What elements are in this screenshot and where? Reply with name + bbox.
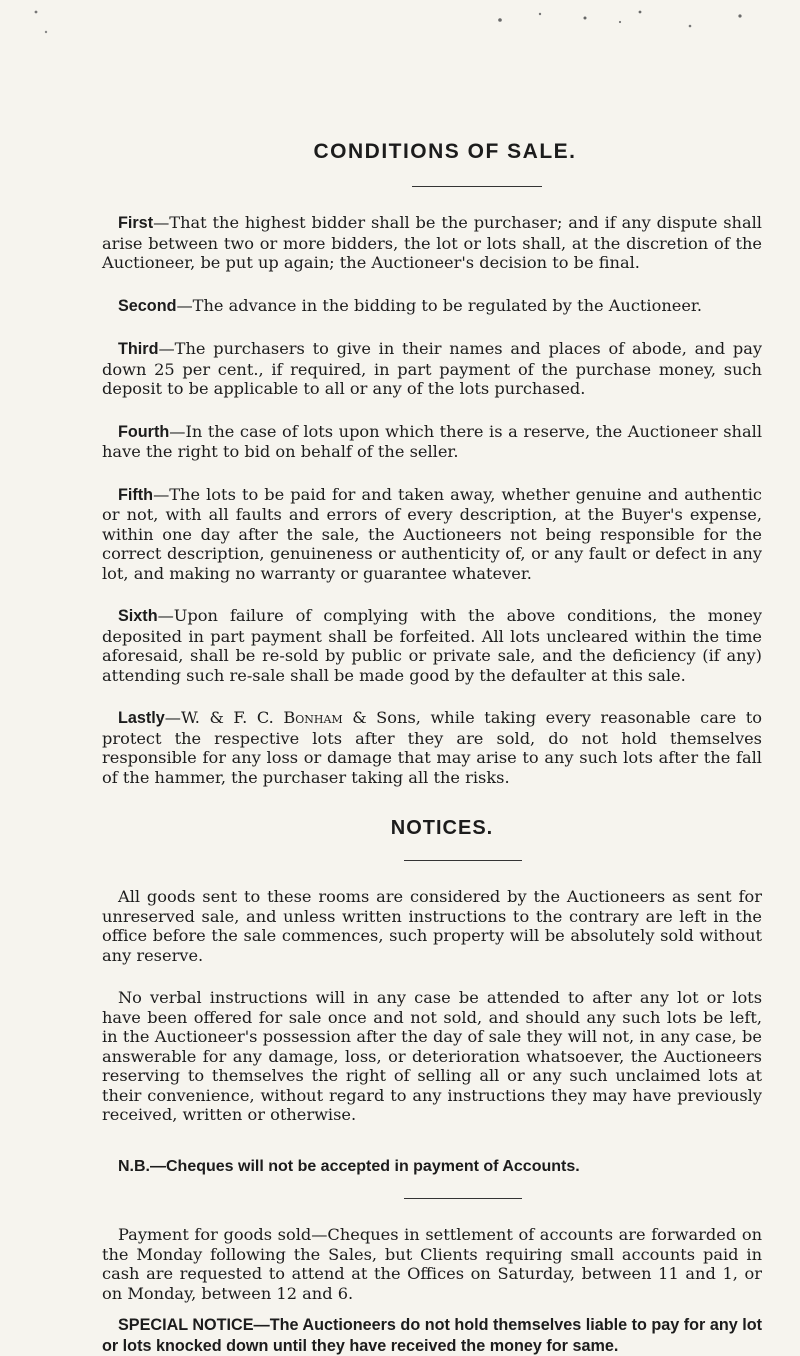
- condition-lastly: Lastly—W. & F. C. Bonham & Sons, while taking every reasonable care to protect the respective lots after they are sold, do not hold themselves responsible for any loss or damage that may arise to any such lots after the fall of the hammer, the purchaser taking all the risks.: [102, 708, 762, 787]
- condition-second: Second—The advance in the bidding to be regulated by the Auctioneer.: [118, 295, 703, 315]
- condition-fifth: Fifth—The lots to be paid for and taken away, whether genuine and authentic or not, with all faults and errors of every description, at the Buyer's expense, within one day after the sale, the Auctioneers not being responsible for the correct description, genuineness or authenticity of, or any fault or defect in any lot, and making no warranty or guarantee whatever.: [102, 484, 762, 583]
- notices-rule: [404, 860, 522, 861]
- payment-notice: Payment for goods sold—Cheques in settlement of accounts are forwarded on the Monday following the Sales, but Clients requiring small accounts paid in cash are requested to attend at the Offices on Saturday, between 11 and 1, or on Monday, between 12 and 6.: [102, 1225, 762, 1303]
- paper-specks: [0, 0, 800, 60]
- firm-name: Bonham: [283, 708, 343, 727]
- condition-fourth: Fourth—In the case of lots upon which there is a reserve, the Auctioneer shall have the right to bid on behalf of the seller.: [102, 421, 762, 461]
- title-rule: [412, 186, 542, 187]
- condition-first: First—That the highest bidder shall be the purchaser; and if any dispute shall arise between two or more bidders, the lot or lots shall, at the discretion of the Auctioneer, be put up again; the Auctioneer's decision to be final.: [102, 213, 762, 272]
- conditions-title: CONDITIONS OF SALE.: [313, 140, 577, 163]
- condition-sixth: Sixth—Upon failure of complying with the above conditions, the money deposited in part payment shall be forfeited. All lots uncleared within the time aforesaid, shall be re-sold by public or private sale, and the deficiency (if any) attending such re-sale shall be made good by the defaulter at this sale.: [102, 606, 762, 685]
- nb-rule: [404, 1198, 522, 1199]
- notices-title: NOTICES.: [390, 817, 494, 839]
- cheques-notice: N.B.—Cheques will not be accepted in payment of Accounts.: [118, 1157, 580, 1175]
- condition-third: Third—The purchasers to give in their names and places of abode, and pay down 25 per cent., if required, in part payment of the purchase money, such deposit to be applicable to all or any of the lots purchased.: [102, 339, 762, 398]
- special-notice: SPECIAL NOTICE—The Auctioneers do not hold themselves liable to pay for any lot or lots knocked down until they have received the money for same.: [102, 1316, 762, 1355]
- notice-paragraph: All goods sent to these rooms are considered by the Auctioneers as sent for unreserved sale, and unless written instructions to the contrary are left in the office before the sale commences, such property will be absolutely sold without any reserve.: [102, 887, 762, 965]
- notice-paragraph: No verbal instructions will in any case be attended to after any lot or lots have been offered for sale once and not sold, and should any such lots be left, in the Auctioneer's possession after the day of sale they will not, in any case, be answerable for any damage, loss, or deterioration whatsoever, the Auctioneers reserving to themselves the right of selling all or any such unclaimed lots at their convenience, without regard to any instructions they may have previously received, written or otherwise.: [102, 988, 762, 1124]
